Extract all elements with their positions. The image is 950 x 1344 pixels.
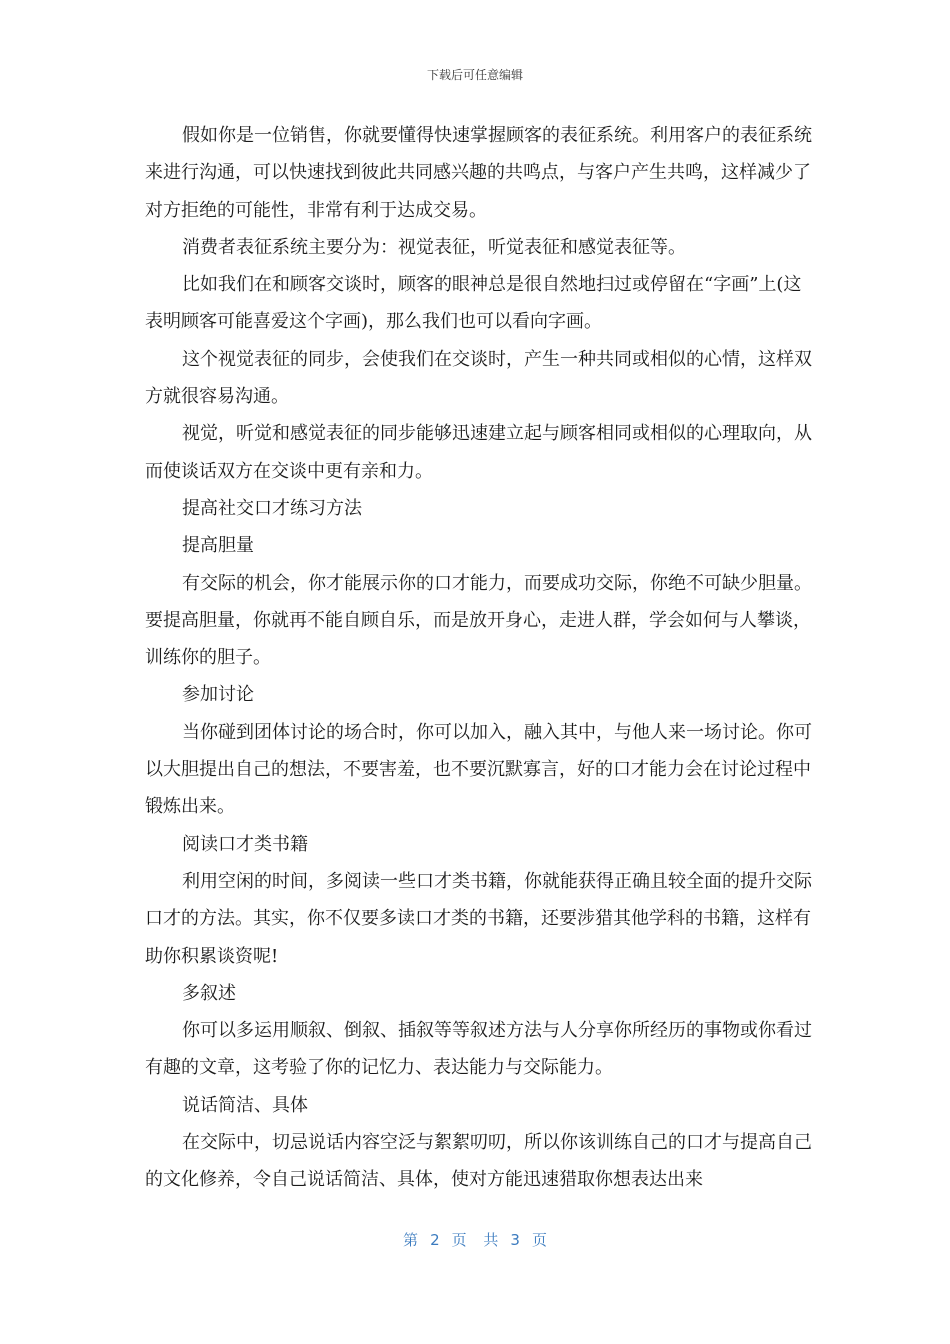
subsection-heading: 参加讨论 [182, 684, 254, 706]
page-footer [0, 1229, 950, 1250]
subsection-heading: 多叙述 [182, 982, 236, 1004]
paragraph: 假如你是一位销售，你就要懂得快速掌握顾客的表征系统。利用客户的表征系统来进行沟通，可以快速找到彼此共同感兴趣的共鸣点，与客户产生共鸣，这样减少了对方拒绝的可能性，非常有利于达成交易。 [145, 125, 812, 221]
subsection-heading: 提高胆量 [182, 535, 254, 557]
paragraph: 在交际中，切忌说话内容空泛与絮絮叨叨，所以你该训练自己的口才与提高自己的文化修养，令自己说话简洁、具体，使对方能迅速猎取你想表达出来 [145, 1132, 812, 1191]
document-body [145, 117, 815, 1199]
section-heading: 提高社交口才练习方法 [182, 497, 362, 519]
paragraph: 比如我们在和顾客交谈时，顾客的眼神总是很自然地扫过或停留在“字画”上(这表明顾客可能喜爱这个字画)，那么我们也可以看向字画。 [145, 274, 802, 333]
paragraph: 视觉，听觉和感觉表征的同步能够迅速建立起与顾客相同或相似的心理取向，从而使谈话双方在交谈中更有亲和力。 [145, 423, 812, 482]
current-page-number: 2 [430, 1231, 440, 1249]
total-pages-number: 3 [510, 1231, 520, 1249]
paragraph: 利用空闲的时间，多阅读一些口才类书籍，你就能获得正确且较全面的提升交际口才的方法。其实，你不仅要多读口才类的书籍，还要涉猎其他学科的书籍，这样有助你积累谈资呢! [145, 870, 812, 967]
paragraph: 消费者表征系统主要分为：视觉表征，听觉表征和感觉表征等。 [182, 236, 686, 258]
subsection-heading: 阅读口才类书籍 [182, 833, 308, 855]
footer-suffix: 页 [531, 1231, 547, 1249]
paragraph: 这个视觉表征的同步，会使我们在交谈时，产生一种共同或相似的心情，这样双方就很容易沟通。 [145, 348, 812, 408]
subsection-heading: 说话简洁、具体 [182, 1094, 308, 1116]
footer-middle: 页 共 [451, 1231, 499, 1249]
paragraph: 有交际的机会，你才能展示你的口才能力，而要成功交际，你绝不可缺少胆量。要提高胆量，你就再不能自顾自乐，而是放开身心，走进人群，学会如何与人攀谈，训练你的胆子。 [145, 572, 812, 669]
page-header: 下载后可任意编辑 [426, 68, 523, 82]
paragraph: 当你碰到团体讨论的场合时，你可以加入，融入其中，与他人来一场讨论。你可以大胆提出自己的想法，不要害羞，也不要沉默寡言，好的口才能力会在讨论过程中锻炼出来。 [145, 721, 812, 818]
paragraph: 你可以多运用顺叙、倒叙、插叙等等叙述方法与人分享你所经历的事物或你看过有趣的文章，这考验了你的记忆力、表达能力与交际能力。 [145, 1020, 812, 1079]
footer-prefix: 第 [403, 1231, 419, 1249]
